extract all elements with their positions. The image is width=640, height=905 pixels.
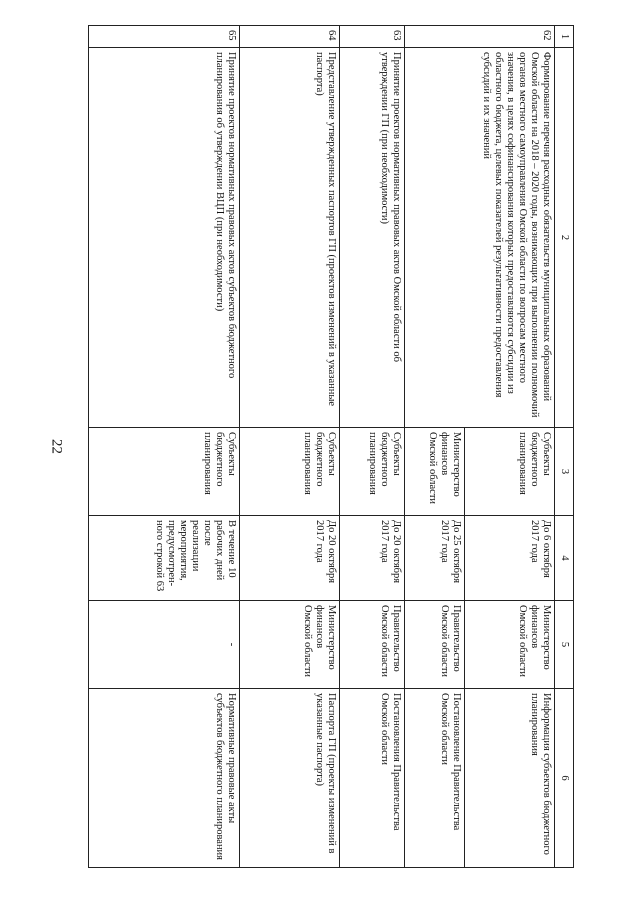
- row-executor: Субъекты бюджетного планирования: [340, 428, 405, 516]
- rotated-table-wrapper: [88, 25, 574, 867]
- row-number: 62: [405, 26, 555, 48]
- row-recipient: -: [89, 601, 240, 689]
- row-recipient: Министерство финансов Омской области: [465, 601, 555, 689]
- row-number: 64: [240, 26, 340, 48]
- row-result: Информация субъектов бюджетного планирования: [465, 689, 555, 868]
- row-deadline: До 25 октября 2017 года: [405, 516, 465, 601]
- row-executor: Министерство финансов Омской области: [405, 428, 465, 516]
- table-row: [89, 26, 240, 868]
- row-executor: Субъекты бюджетного планирования: [465, 428, 555, 516]
- column-header: 5: [555, 601, 574, 689]
- table-row: [240, 26, 340, 868]
- row-executor: Субъекты бюджетного планирования: [240, 428, 340, 516]
- row-number: 63: [340, 26, 405, 48]
- row-deadline: До 20 октября 2017 года: [240, 516, 340, 601]
- page-number: 22: [48, 439, 65, 454]
- plan-table: [88, 25, 574, 868]
- row-result: Нормативные правовые акты субъектов бюджетного планирования: [89, 689, 240, 868]
- row-deadline: До 6 октября 2017 года: [465, 516, 555, 601]
- column-header: 6: [555, 689, 574, 868]
- row-result: Паспорта ГП (проекты изменений в указанные паспорта): [240, 689, 340, 868]
- row-description: Принятие проектов нормативных правовых актов субъектов бюджетного планирования об утверждении ВЦП (при необходимости): [89, 48, 240, 428]
- column-header: 2: [555, 48, 574, 428]
- column-header: 4: [555, 516, 574, 601]
- row-deadline: До 20 октября 2017 года: [340, 516, 405, 601]
- row-deadline: В течение 10 рабочих дней после реализации мероприятия, предусмотрен-ного строкой 63: [89, 516, 240, 601]
- row-recipient: Правительство Омской области: [405, 601, 465, 689]
- table-row: [340, 26, 405, 868]
- column-header: 3: [555, 428, 574, 516]
- row-number: 65: [89, 26, 240, 48]
- row-description: Формирование перечня расходных обязательств муниципальных образований Омской области на 2018 – 2020 годы, возникающих при выполнении полномочий органов местного самоуправления Омской области по вопросам местного значения, в целях софинансирования которых предоставляются субсидии из областного бюджета, целевых показателей результативности предоставления субсидий и их значений: [405, 48, 555, 428]
- row-executor: Субъекты бюджетного планирования: [89, 428, 240, 516]
- row-description: Принятие проектов нормативных правовых актов Омской области об утверждении ГП (при необходимости): [340, 48, 405, 428]
- row-result: Постановления Правительства Омской области: [340, 689, 405, 868]
- table-row: [465, 26, 555, 868]
- row-description: Представление утвержденных паспортов ГП (проектов изменений в указанные паспорта): [240, 48, 340, 428]
- row-recipient: Министерство финансов Омской области: [240, 601, 340, 689]
- column-header: 1: [555, 26, 574, 48]
- row-recipient: Правительство Омской области: [340, 601, 405, 689]
- table-header-row: [555, 26, 574, 868]
- row-result: Постановление Правительства Омской области: [405, 689, 465, 868]
